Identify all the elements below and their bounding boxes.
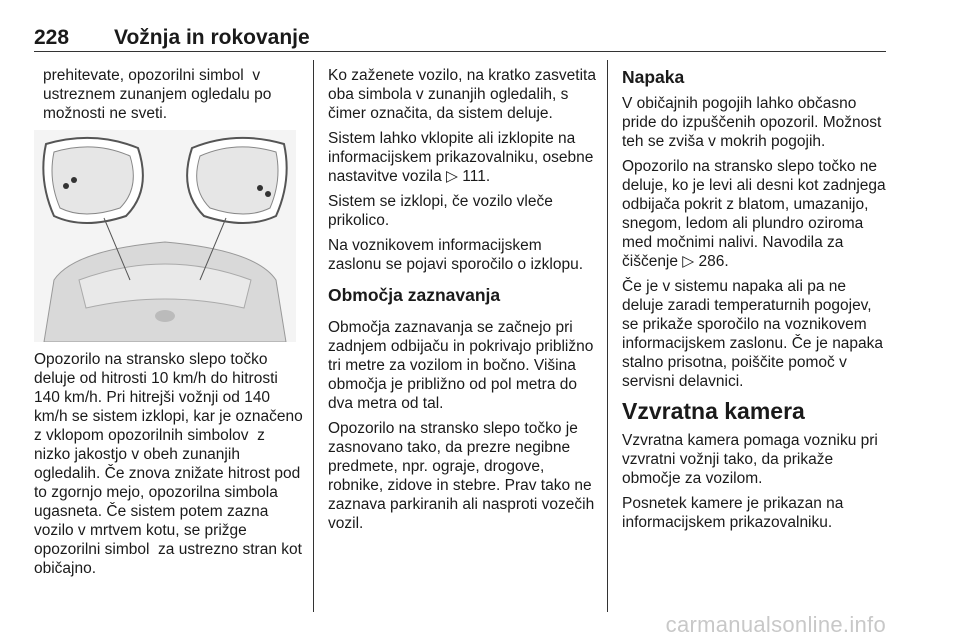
- paragraph: Na voznikovem informacijskem zaslonu se pojavi sporočilo o izklopu.: [328, 237, 584, 273]
- paragraph: Opozorilo na stransko slepo točko ne deluje, ko je levi ali desni kot zadnjega odbijača pokrit z blatom, umazanijo, snegom, ledom ali plundro oziroma med močnimi nalivi. Navodila za čiščenje ▷ 286.: [622, 158, 886, 270]
- paragraph: Območja zaznavanja se začnejo pri zadnjem odbijaču in pokrivajo približno tri metre za vozilom in bočno. Višina območja je približno od pol metra do dva metra od tal.: [328, 319, 594, 412]
- paragraph: Ko zaženete vozilo, na kratko zasvetita oba simbola v zunanjih ogledalih, s čimer označita, da sistem deluje.: [328, 67, 596, 122]
- column-divider-2: [607, 60, 608, 612]
- column-3: [622, 66, 888, 538]
- speed-paragraph: Opozorilo na stransko slepo točko deluje od hitrosti 10 km/h do hitrosti 140 km/h. Pri hitrejši vožnji od 140 km/h se sistem izklopi, kar je označeno z vklopom opozorilnih simbolov z nizko jakostjo v obeh zunanjih ogledalih. Če znova znižate hitrost pod to zgornjo mejo, opozorilna simbola ugasneta. Če sistem potem zazna vozilo v mrtvem kotu, se prižge opozorilni simbol za ustrezno stran kot običajno.: [34, 351, 303, 577]
- section-heading-camera: Vzvratna kamera: [622, 398, 805, 424]
- paragraph: Če je v sistemu napaka ali pa ne deluje zaradi temperaturnih pogojev, se prikaže sporočilo na voznikovem informacijskem zaslonu. Če je napaka stalno prisotna, poiščite pomoč v servisni delavnici.: [622, 278, 884, 390]
- side-mirrors-figure: [34, 130, 296, 342]
- watermark: carmanualsonline.info: [665, 612, 886, 637]
- paragraph: Sistem lahko vklopite ali izklopite na informacijskem prikazovalniku, osebne nastavitve vozila ▷ 111.: [328, 130, 594, 185]
- paragraph: Vzvratna kamera pomaga vozniku pri vzvratni vožnji tako, da prikaže območje za vozilom.: [622, 432, 878, 487]
- chapter-title: Vožnja in rokovanje: [114, 26, 310, 49]
- paragraph: Posnetek kamere je prikazan na informacijskem prikazovalniku.: [622, 495, 844, 531]
- page-number: 228: [34, 26, 70, 49]
- section-heading: Območja zaznavanja: [328, 285, 501, 305]
- left-warning-icon: [63, 183, 69, 189]
- column-1-body: [34, 350, 304, 584]
- intro-paragraph: prehitevate, opozorilni simbol v ustreznem zunanjem ogledalu po možnosti ne sveti.: [43, 67, 272, 122]
- column-divider-1: [313, 60, 314, 612]
- paragraph: Sistem se izklopi, če vozilo vleče prikolico.: [328, 193, 553, 229]
- right-warning-icon: [257, 185, 263, 191]
- column-2: [328, 66, 596, 539]
- mirror-illustration: [34, 130, 296, 342]
- page-header: [34, 26, 886, 50]
- column-1-intro: [43, 66, 301, 129]
- header-divider: [34, 51, 886, 52]
- paragraph: V običajnih pogojih lahko občasno pride do izpuščenih opozoril. Možnost teh se zviša v mokrih pogojih.: [622, 95, 882, 150]
- section-heading-napaka: Napaka: [622, 67, 685, 87]
- paragraph: Opozorilo na stransko slepo točko je zasnovano tako, da prezre negibne predmete, npr. ograje, drogove, robnike, zidove in stebre. Prav tako ne zaznava parkiranih ali nasproti vozečih vozil.: [328, 420, 595, 532]
